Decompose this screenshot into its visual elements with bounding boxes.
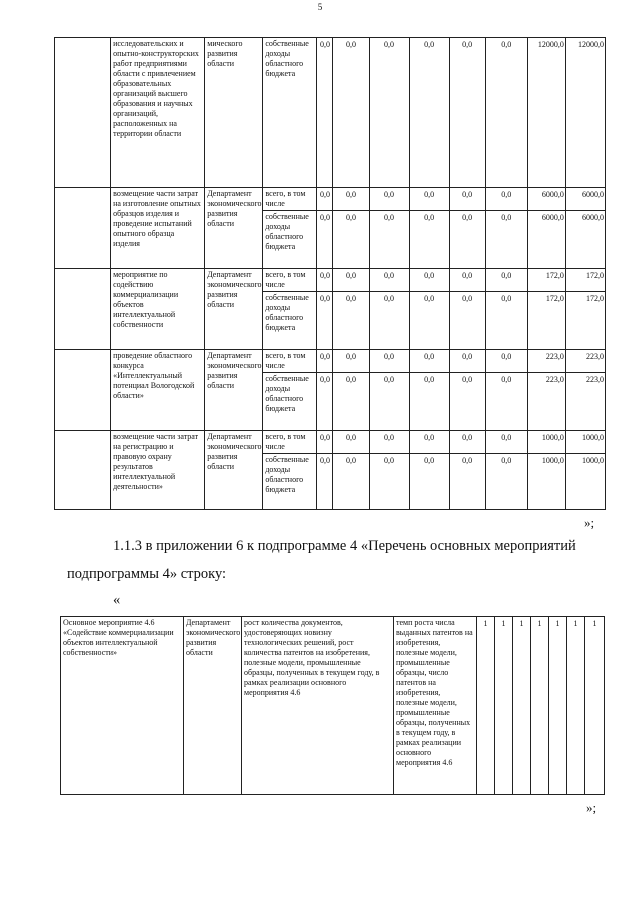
activity-result: рост количества документов, удостоверяющих новизну технологических решений, рост количества патентов на изобретения, полезные модели, промышленные образцы, полученных в текущем году, в рамках реализации основного мероприятия 4.6 [242,617,394,795]
value-cell: 0,0 [333,350,369,373]
value-cell: 0,0 [409,454,449,510]
value-cell: 1000,0 [527,431,565,454]
value-cell: 172,0 [565,269,605,292]
value-cell: 6000,0 [565,211,605,269]
value-cell: 0,0 [333,211,369,269]
value-cell: 0,0 [485,211,527,269]
value-cell: 1000,0 [527,454,565,510]
value-cell: 6000,0 [565,188,605,211]
value-cell: 0,0 [369,292,409,350]
page-number: 5 [317,2,323,12]
value-cell: 0,0 [369,431,409,454]
value-cell: 0,0 [485,188,527,211]
row-index-cell [55,269,111,350]
funding-source-cell: собственные доходы областного бюджета [263,211,317,269]
activity-indicator: темп роста числа выданных патентов на изобретения, полезные модели, промышленные образцы, число патентов на изобретения, полезные модели, промышленные образцы, полученных в текущем году, в рамках реализации основного мероприятия 4.6 [394,617,477,795]
department-cell: Департамент экономического развития области [205,269,263,350]
activity-name-cell: исследовательских и опытно-конструкторских работ предприятиями области с привлечением образовательных организаций высшего образования и научных организаций, расположенных на территории области [111,38,205,188]
value-cell: 1 [531,617,549,795]
table-row [61,617,605,795]
table-row [55,350,606,373]
funding-source-cell: всего, в том числе [263,188,317,211]
value-cell: 0,0 [449,38,485,188]
value-cell: 1000,0 [565,454,605,510]
value-cell: 0,0 [317,269,333,292]
value-cell: 0,0 [485,269,527,292]
value-cell: 0,0 [485,350,527,373]
row-index-cell [55,431,111,510]
value-cell: 0,0 [369,211,409,269]
value-cell: 0,0 [369,350,409,373]
value-cell: 172,0 [565,292,605,350]
value-cell: 0,0 [449,373,485,431]
value-cell: 0,0 [485,292,527,350]
value-cell: 1 [495,617,513,795]
value-cell: 1000,0 [565,431,605,454]
value-cell: 0,0 [409,211,449,269]
table-row [55,38,606,188]
value-cell: 0,0 [449,269,485,292]
value-cell: 0,0 [485,454,527,510]
value-cell: 0,0 [317,188,333,211]
closing-quote-2: »; [586,800,597,815]
value-cell: 0,0 [333,188,369,211]
opening-quote: « [113,592,121,608]
value-cell: 0,0 [369,373,409,431]
funding-source-cell: собственные доходы областного бюджета [263,292,317,350]
value-cell: 0,0 [409,292,449,350]
funding-source-cell: собственные доходы областного бюджета [263,38,317,188]
funding-source-cell: всего, в том числе [263,269,317,292]
value-cell: 223,0 [527,350,565,373]
closing-quote-1: »; [584,515,595,530]
value-cell: 1 [513,617,531,795]
value-cell: 0,0 [369,269,409,292]
value-cell: 12000,0 [565,38,605,188]
row-index-cell [55,38,111,188]
table-row [55,269,606,292]
department-cell: Департамент экономического развития области [205,431,263,510]
value-cell: 12000,0 [527,38,565,188]
value-cell: 0,0 [409,350,449,373]
value-cell: 0,0 [409,188,449,211]
table-row [55,431,606,454]
value-cell: 0,0 [333,269,369,292]
value-cell: 0,0 [449,431,485,454]
value-cell: 0,0 [333,38,369,188]
value-cell: 6000,0 [527,211,565,269]
value-cell: 0,0 [409,269,449,292]
activity-name: Основное мероприятие 4.6 «Содействие коммерциализации объектов интеллектуальной собственности» [61,617,184,795]
value-cell: 0,0 [317,454,333,510]
value-cell: 0,0 [449,188,485,211]
funding-source-cell: собственные доходы областного бюджета [263,454,317,510]
value-cell: 223,0 [527,373,565,431]
value-cell: 0,0 [449,292,485,350]
department-cell: Департамент экономического развития области [205,350,263,431]
value-cell: 0,0 [333,454,369,510]
paragraph-line-1: 1.1.3 в приложении 6 к подпрограмме 4 «Перечень основных мероприятий [113,538,576,554]
value-cell: 0,0 [317,431,333,454]
activities-table [60,616,605,795]
value-cell: 1 [549,617,567,795]
paragraph-line-2: подпрограммы 4» строку: [67,566,227,582]
value-cell: 0,0 [369,38,409,188]
activity-name-cell: мероприятие по содействию коммерциализации объектов интеллектуальной собственности [111,269,205,350]
value-cell: 0,0 [449,350,485,373]
value-cell: 172,0 [527,269,565,292]
value-cell: 0,0 [485,38,527,188]
value-cell: 172,0 [527,292,565,350]
value-cell: 1 [585,617,605,795]
value-cell: 0,0 [333,373,369,431]
value-cell: 0,0 [317,38,333,188]
activity-name-cell: возмещение части затрат на регистрацию и правовую охрану результатов интеллектуальной деятельности» [111,431,205,510]
value-cell: 0,0 [317,292,333,350]
activity-dept: Департамент экономического развития области [184,617,242,795]
funding-source-cell: собственные доходы областного бюджета [263,373,317,431]
department-cell: Департамент экономического развития области [205,188,263,269]
value-cell: 0,0 [369,188,409,211]
value-cell: 0,0 [317,350,333,373]
value-cell: 0,0 [369,454,409,510]
value-cell: 0,0 [333,292,369,350]
table-row [55,188,606,211]
value-cell: 1 [477,617,495,795]
value-cell: 0,0 [409,373,449,431]
row-index-cell [55,350,111,431]
value-cell: 0,0 [333,431,369,454]
value-cell: 223,0 [565,350,605,373]
activity-name-cell: возмещение части затрат на изготовление опытных образцов изделия и проведение испытаний опытного образца изделия [111,188,205,269]
value-cell: 0,0 [485,373,527,431]
funding-source-cell: всего, в том числе [263,350,317,373]
value-cell: 0,0 [409,38,449,188]
value-cell: 0,0 [449,211,485,269]
value-cell: 0,0 [317,211,333,269]
value-cell: 0,0 [449,454,485,510]
value-cell: 223,0 [565,373,605,431]
value-cell: 0,0 [317,373,333,431]
activity-name-cell: проведение областного конкурса «Интеллектуальный потенциал Вологодской области» [111,350,205,431]
expenditure-table [54,37,606,510]
value-cell: 0,0 [485,431,527,454]
department-cell: мического развития области [205,38,263,188]
value-cell: 1 [567,617,585,795]
funding-source-cell: всего, в том числе [263,431,317,454]
value-cell: 6000,0 [527,188,565,211]
row-index-cell [55,188,111,269]
value-cell: 0,0 [409,431,449,454]
